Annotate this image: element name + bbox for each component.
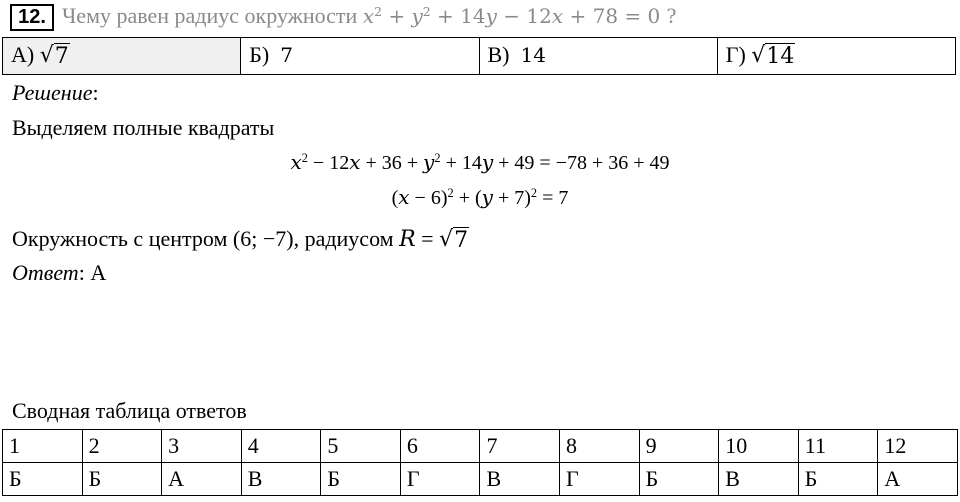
summary-answer-cell: В [719, 463, 799, 496]
summary-answer-cell: Б [321, 463, 401, 496]
option-g-letter: Г) [725, 42, 746, 67]
summary-answer-cell: Б [639, 463, 719, 496]
problem-number: 12. [10, 4, 54, 31]
option-v-value: 14 [520, 43, 546, 67]
summary-row-numbers [3, 430, 958, 463]
problem-question-mark: ? [666, 3, 677, 28]
answer-line: Ответ: А [12, 260, 107, 285]
summary-answer-cell: Г [400, 463, 480, 496]
option-b-letter: Б) [249, 42, 270, 67]
answer-value: А [90, 260, 107, 285]
option-b-value: 7 [280, 43, 293, 67]
summary-number-cell: 7 [480, 430, 560, 463]
equation-2: $(x - 6)^2 + (y + 7)^2 = 7$ [391, 185, 569, 209]
summary-number-cell: 6 [400, 430, 480, 463]
summary-number-cell: 4 [241, 430, 321, 463]
summary-number-cell: 5 [321, 430, 401, 463]
solution-heading: Решение: [12, 80, 99, 105]
option-g[interactable] [718, 38, 955, 74]
summary-row-answers [3, 463, 958, 496]
conclusion-text: Окружность с центром [12, 226, 228, 251]
problem-text: Чему равен радиус окружности [62, 3, 358, 28]
answer-label: Ответ [12, 260, 79, 285]
sqrt-symbol: √ 7 [439, 227, 469, 253]
summary-answer-cell: Г [560, 463, 640, 496]
equation-1: $x^2 - 12x + 36 + y^2 + 14y + 49 = -78 + 36 + 49$ [290, 150, 670, 174]
radius-symbol: R [399, 227, 416, 252]
summary-answer-cell: Б [798, 463, 878, 496]
summary-number-cell: 12 [878, 430, 958, 463]
solution-conclusion: Окружность с центром (6; −7), радиусом R = √ 7 [12, 226, 469, 253]
summary-answer-cell: А [162, 463, 242, 496]
option-v[interactable] [480, 38, 718, 74]
summary-table [2, 429, 958, 496]
answer-options [2, 37, 956, 75]
problem-equation: $x^2 + y^2 + 14y - 12x + 78 = 0$ [362, 4, 661, 28]
circle-center: (6; −7) [232, 226, 294, 251]
summary-answer-cell: В [480, 463, 560, 496]
summary-answer-cell: В [241, 463, 321, 496]
option-a-value: 7 [54, 44, 69, 69]
option-a-letter: А) [11, 42, 35, 67]
solution-step1: Выделяем полные квадраты [12, 115, 275, 140]
option-b[interactable] [241, 38, 479, 74]
problem-statement [62, 3, 676, 29]
summary-answer-cell: А [878, 463, 958, 496]
summary-number-cell: 2 [82, 430, 162, 463]
summary-answer-cell: Б [3, 463, 83, 496]
option-a[interactable] [3, 38, 241, 74]
summary-number-cell: 9 [639, 430, 719, 463]
summary-answer-cell: Б [82, 463, 162, 496]
radius-value: 7 [454, 228, 469, 253]
summary-number-cell: 1 [3, 430, 83, 463]
summary-caption: Сводная таблица ответов [12, 398, 247, 423]
radius-text: , радиусом [293, 226, 394, 251]
summary-number-cell: 8 [560, 430, 640, 463]
summary-number-cell: 11 [798, 430, 878, 463]
sqrt-symbol: √ 14 [751, 43, 795, 69]
summary-number-cell: 10 [719, 430, 799, 463]
summary-number-cell: 3 [162, 430, 242, 463]
option-g-value: 14 [766, 44, 795, 69]
option-v-letter: В) [487, 42, 510, 67]
sqrt-symbol: √ 7 [39, 43, 69, 69]
